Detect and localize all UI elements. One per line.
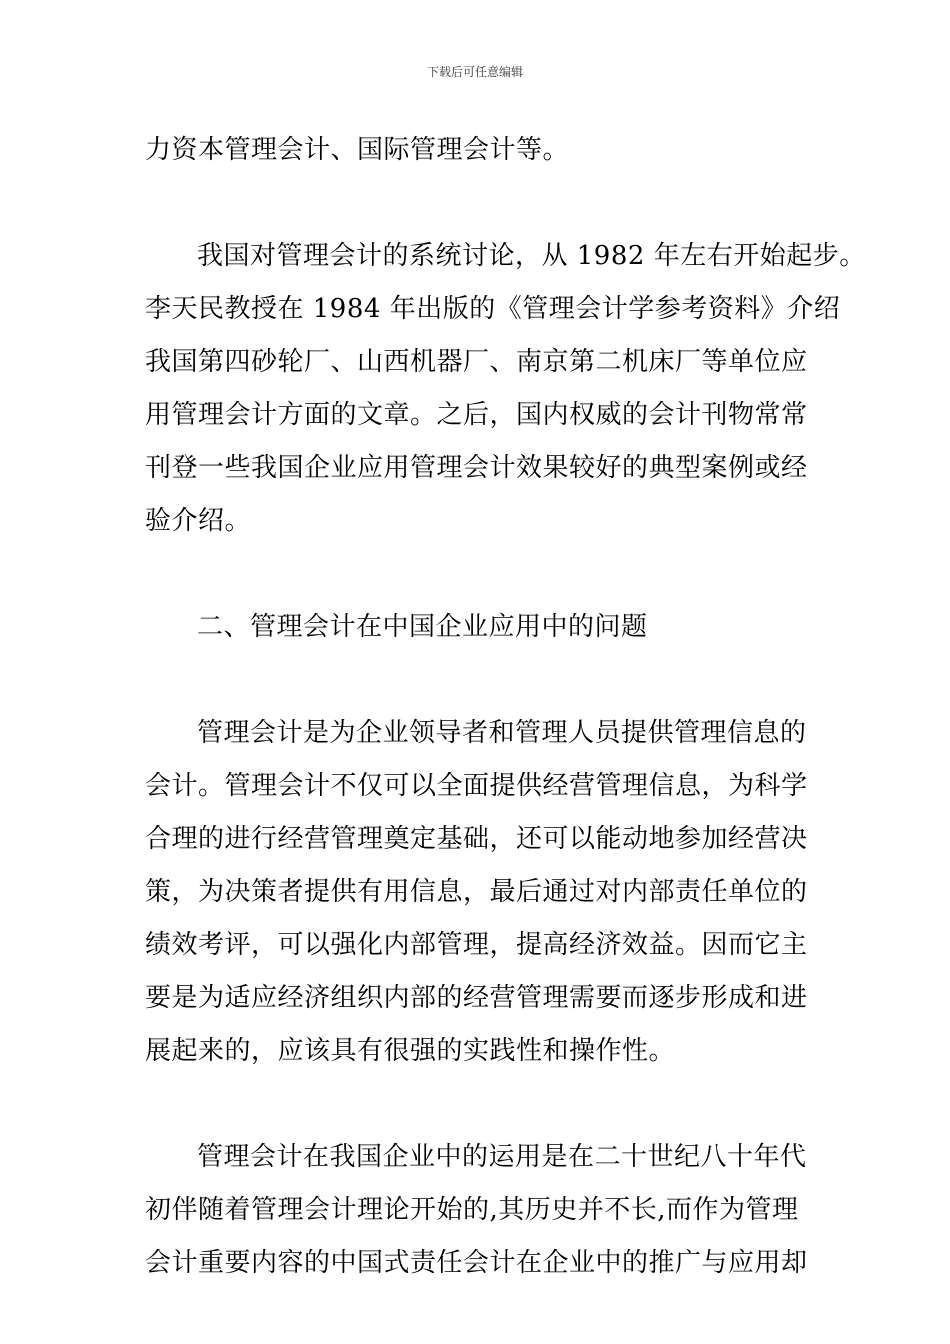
text-line: 管理会计是为企业领导者和管理人员提供管理信息的	[197, 718, 807, 748]
text-line: 初伴随着管理会计理论开始的,其历史并不长,而作为管理	[145, 1195, 799, 1225]
text-line: 我国第四砂轮厂、山西机器厂、南京第二机床厂等单位应	[145, 347, 808, 377]
paragraph-application	[145, 1131, 813, 1290]
text-line: 刊登一些我国企业应用管理会计效果较好的典型案例或经	[145, 453, 808, 483]
text-line: 管理会计在我国企业中的运用是在二十世纪八十年代	[197, 1142, 807, 1172]
text-line: 会计。管理会计不仅可以全面提供经营管理信息，为科学	[145, 771, 808, 801]
text-line: 会计重要内容的中国式责任会计在企业中的推广与应用却	[145, 1248, 808, 1278]
text-line: 力资本管理会计、国际管理会计等。	[145, 135, 570, 165]
document-body	[145, 124, 866, 1290]
paragraph-gap	[145, 177, 813, 230]
text-line: 合理的进行经营管理奠定基础，还可以能动地参加经营决	[145, 824, 808, 854]
paragraph-gap	[145, 1078, 813, 1131]
text-line: 用管理会计方面的文章。之后，国内权威的会计刊物常常	[145, 400, 808, 430]
paragraph-gap	[145, 654, 813, 707]
paragraph-definition	[145, 707, 813, 1078]
text-line: 展起来的，应该具有很强的实践性和操作性。	[145, 1036, 676, 1066]
text-line: 李天民教授在 1984 年出版的《管理会计学参考资料》介绍	[145, 294, 841, 324]
paragraph-history	[145, 230, 866, 548]
paragraph-gap	[145, 548, 813, 601]
section-heading-text: 二、管理会计在中国企业应用中的问题	[197, 612, 648, 642]
page-header: 下载后可任意编辑	[426, 65, 523, 79]
text-line: 策，为决策者提供有用信息，最后通过对内部责任单位的	[145, 877, 808, 907]
section-heading	[145, 601, 813, 654]
paragraph-continuation	[145, 124, 813, 177]
text-line: 验介绍。	[145, 506, 252, 536]
text-line: 绩效考评，可以强化内部管理，提高经济效益。因而它主	[145, 930, 808, 960]
text-line: 要是为适应经济组织内部的经营管理需要而逐步形成和进	[145, 983, 808, 1013]
text-line: 我国对管理会计的系统讨论，从 1982 年左右开始起步。	[197, 241, 866, 271]
